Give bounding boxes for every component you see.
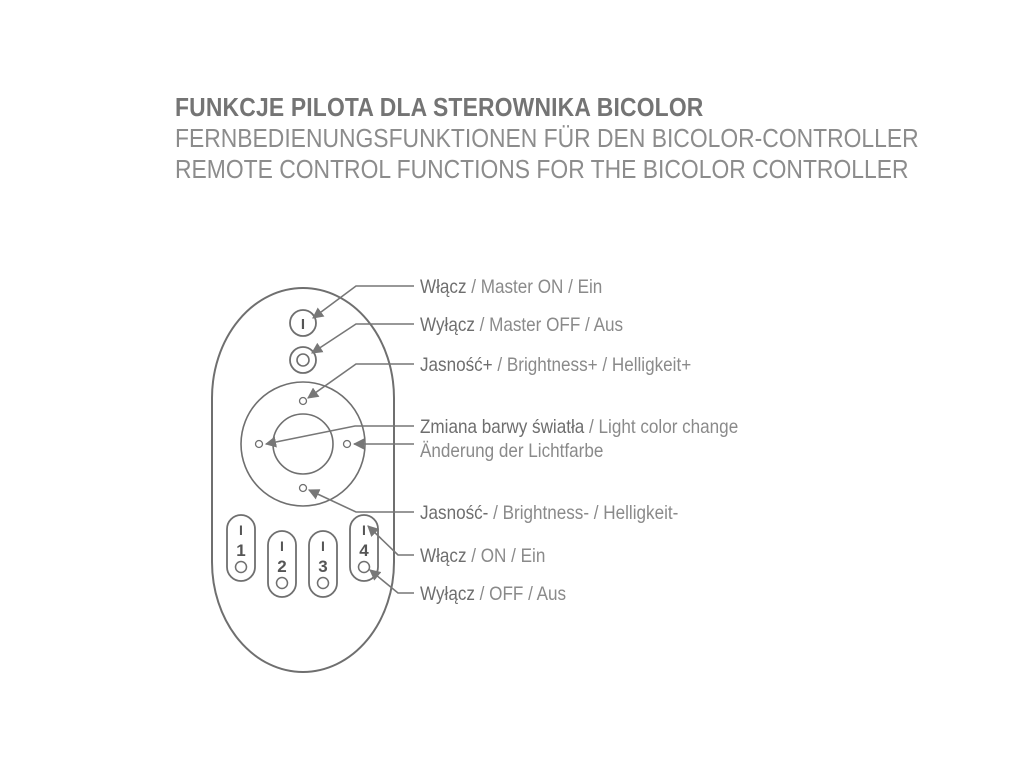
label-color-change: Zmiana barwy światła / Light color change — [420, 416, 739, 438]
arrow-master-on — [313, 286, 414, 318]
color-left-dot[interactable] — [256, 441, 263, 448]
remote-body — [212, 288, 394, 672]
zone-3-on-symbol: I — [321, 538, 325, 554]
label-color-change-german: Änderung der Lichtfarbe — [420, 440, 604, 462]
color-dial[interactable] — [241, 382, 365, 506]
master-on-symbol: I — [300, 316, 306, 333]
label-brightness-up: Jasność+ / Brightness+ / Helligkeit+ — [420, 354, 692, 376]
zone-3-number: 3 — [318, 557, 328, 576]
arrow-brightness-up — [308, 364, 414, 398]
arrow-brightness-down — [309, 490, 414, 512]
zone-2-on-symbol: I — [280, 538, 284, 554]
title-english: REMOTE CONTROL FUNCTIONS FOR THE BICOLOR CONTROLLER — [175, 154, 909, 184]
zone-1-on-symbol: I — [239, 522, 243, 538]
zone-4-on-symbol: I — [362, 522, 366, 538]
zone-3-button[interactable] — [309, 531, 337, 597]
zone-1-number: 1 — [236, 541, 246, 560]
master-off-button[interactable] — [290, 347, 316, 373]
label-zone-on: Włącz / ON / Ein — [420, 545, 546, 567]
zone-1-button[interactable] — [227, 515, 255, 581]
brightness-up-dot[interactable] — [300, 398, 307, 405]
zone-4-number: 4 — [359, 541, 369, 560]
zone-4-button[interactable] — [350, 515, 378, 581]
title-german: FERNBEDIENUNGSFUNKTIONEN FÜR DEN BICOLOR-CONTROLLER — [175, 123, 919, 153]
arrow-zone-on — [368, 526, 414, 555]
zone-2-button[interactable] — [268, 531, 296, 597]
arrow-master-off — [312, 324, 414, 353]
master-on-button[interactable] — [290, 310, 316, 336]
zone-2-number: 2 — [277, 557, 287, 576]
label-brightness-down: Jasność- / Brightness- / Helligkeit- — [420, 502, 679, 524]
brightness-down-dot[interactable] — [300, 485, 307, 492]
title-polish: FUNKCJE PILOTA DLA STEROWNIKA BICOLOR — [175, 92, 704, 122]
arrow-color-left — [266, 426, 414, 444]
label-master-on: Włącz / Master ON / Ein — [420, 276, 603, 298]
label-master-off: Wyłącz / Master OFF / Aus — [420, 314, 624, 336]
label-zone-off: Wyłącz / OFF / Aus — [420, 583, 567, 605]
color-right-dot[interactable] — [344, 441, 351, 448]
